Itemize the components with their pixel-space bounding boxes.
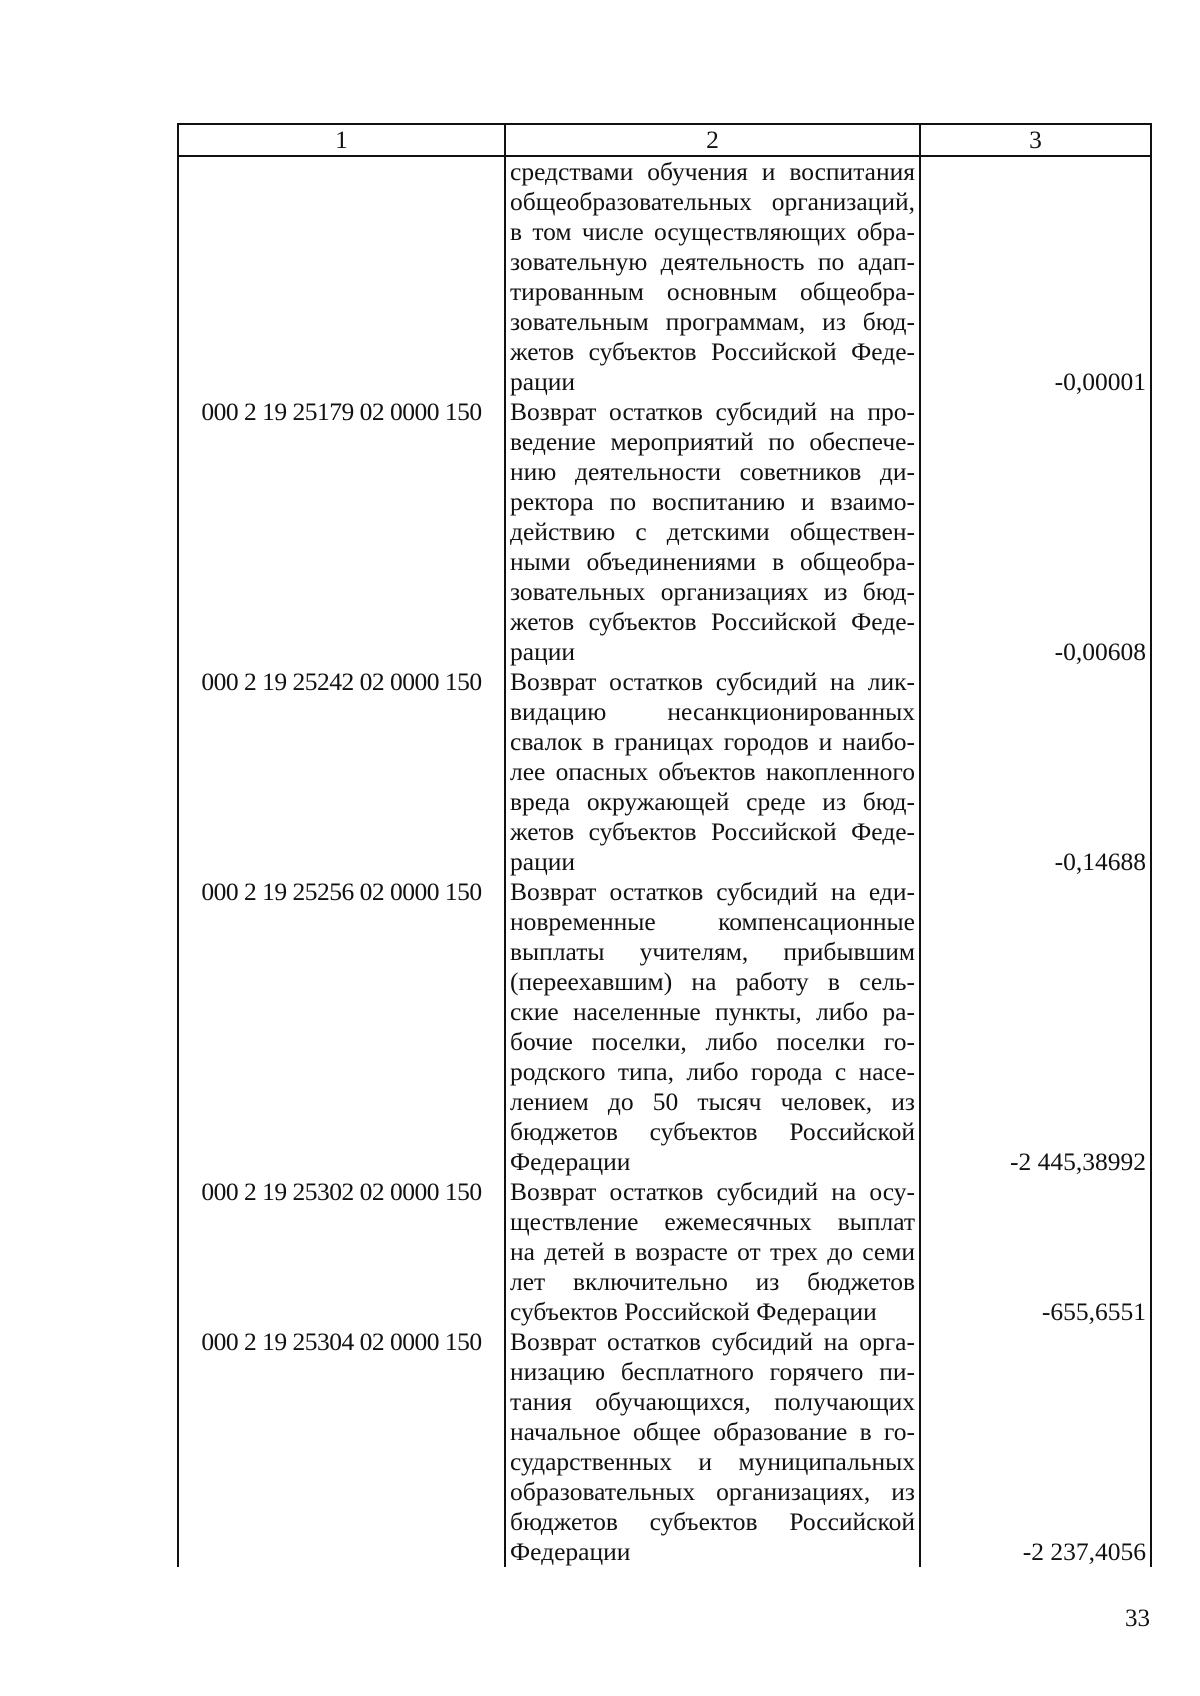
page-number: 33 (1125, 1605, 1150, 1632)
description-cell (505, 156, 920, 397)
description-line: лее опасных объектов накопленного (510, 757, 915, 786)
description-cell (505, 877, 920, 1177)
description-line: низацию бесплатного горячего пи- (510, 1357, 915, 1386)
table-row (178, 1177, 1151, 1327)
description-line: тания обучающихся, получающих (510, 1387, 915, 1416)
table-row (178, 156, 1151, 397)
description-line: вреда окружающей среде из бюд- (510, 787, 915, 816)
description-line: зовательную деятельность по адап- (510, 247, 915, 276)
amount-cell: -0,00608 (920, 397, 1151, 667)
amount-cell: -0,14688 (920, 667, 1151, 877)
description-line: в том числе осуществляющих обра- (510, 217, 915, 246)
description-line: ществление ежемесячных выплат (510, 1207, 915, 1236)
description-line: общеобразовательных организаций, (510, 187, 915, 216)
description-line: образовательных организациях, из (510, 1477, 915, 1506)
amount-cell: -655,6551 (920, 1177, 1151, 1327)
description-line: свалок в границах городов и наибо- (510, 727, 915, 756)
description-line: действию с детскими обществен- (510, 517, 915, 546)
description-line: начальное общее образование в го- (510, 1417, 915, 1446)
description-line: Возврат остатков субсидий на про- (510, 397, 915, 426)
description-line: новременные компенсационные (510, 907, 915, 936)
column-header-1: 1 (178, 124, 505, 156)
description-line: Федерации (510, 1537, 631, 1566)
description-line: видацию несанкционированных (510, 697, 915, 726)
description-line: субъектов Российской Федерации (510, 1297, 877, 1326)
table-row (178, 1327, 1151, 1567)
budget-code-cell: 000 2 19 25179 02 0000 150 (178, 397, 505, 667)
description-line: Возврат остатков субсидий на орга- (510, 1327, 915, 1356)
description-line: жетов субъектов Российской Феде- (510, 337, 915, 366)
description-line: жетов субъектов Российской Феде- (510, 607, 915, 636)
amount-cell: -0,00001 (920, 156, 1151, 397)
description-line: тированным основным общеобра- (510, 277, 915, 306)
description-line: ректора по воспитанию и взаимо- (510, 487, 915, 516)
amount-cell: -2 445,38992 (920, 877, 1151, 1177)
description-line: выплаты учителям, прибывшим (510, 937, 915, 966)
description-line: сударственных и муниципальных (510, 1447, 915, 1476)
description-line: Возврат остатков субсидий на еди- (510, 877, 915, 906)
description-line: лением до 50 тысяч человек, из (510, 1087, 915, 1116)
column-header-2: 2 (505, 124, 920, 156)
description-line: Возврат остатков субсидий на лик- (510, 667, 915, 696)
description-line: ские населенные пункты, либо ра- (510, 997, 915, 1026)
description-cell (505, 1177, 920, 1327)
table-row (178, 397, 1151, 667)
description-line: бюджетов субъектов Российской (510, 1507, 915, 1536)
description-line: бочие поселки, либо поселки го- (510, 1027, 915, 1056)
description-line: рации (510, 637, 576, 666)
description-line: жетов субъектов Российской Феде- (510, 817, 915, 846)
description-line: рации (510, 847, 576, 876)
budget-code-cell: 000 2 19 25242 02 0000 150 (178, 667, 505, 877)
header-row (178, 124, 1151, 156)
budget-code-cell: 000 2 19 25302 02 0000 150 (178, 1177, 505, 1327)
description-cell (505, 397, 920, 667)
table-row (178, 877, 1151, 1177)
table-header (178, 124, 1151, 156)
description-line: бюджетов субъектов Российской (510, 1117, 915, 1146)
description-line: на детей в возрасте от трех до семи (510, 1237, 915, 1266)
description-line: (переехавшим) на работу в сель- (510, 967, 915, 996)
description-cell (505, 667, 920, 877)
description-line: средствами обучения и воспитания (510, 157, 915, 186)
description-line: Возврат остатков субсидий на осу- (510, 1177, 915, 1206)
budget-code-cell: 000 2 19 25256 02 0000 150 (178, 877, 505, 1177)
table-body (178, 156, 1151, 1567)
budget-code-cell: 000 2 19 25304 02 0000 150 (178, 1327, 505, 1567)
budget-code-cell (178, 156, 505, 397)
description-line: нию деятельности советников ди- (510, 457, 915, 486)
description-cell (505, 1327, 920, 1567)
table-row (178, 667, 1151, 877)
description-line: ведение мероприятий по обеспече- (510, 427, 915, 456)
description-line: зовательных организациях из бюд- (510, 577, 915, 606)
column-header-3: 3 (920, 124, 1151, 156)
description-line: зовательным программам, из бюд- (510, 307, 915, 336)
amount-cell: -2 237,4056 (920, 1327, 1151, 1567)
description-line: Федерации (510, 1147, 631, 1176)
budget-table (177, 123, 1152, 1567)
description-line: рации (510, 367, 576, 396)
description-line: ными объединениями в общеобра- (510, 547, 915, 576)
description-line: родского типа, либо города с насе- (510, 1057, 915, 1086)
description-line: лет включительно из бюджетов (510, 1267, 915, 1296)
